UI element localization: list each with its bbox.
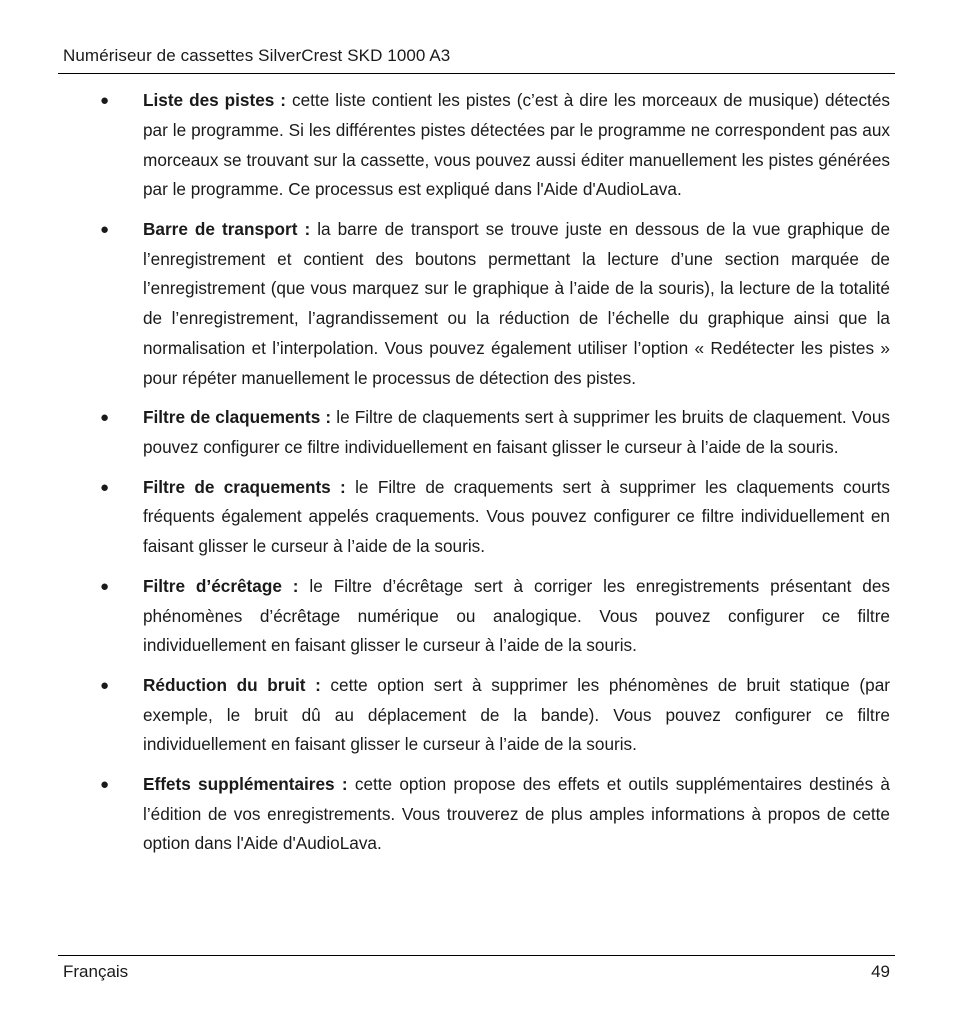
item-term: Filtre de craquements :: [143, 476, 346, 497]
bullet-icon: ●: [100, 775, 110, 793]
item-text: cette option propose des effets et outils supplémentaires destinés à l’édition de vos enregistrements. Vous trouverez de plus amples informations à propos de cette option dans l'Aide d'AudioLava.: [143, 773, 890, 854]
bullet-icon: ●: [100, 577, 110, 595]
footer-divider: [58, 955, 895, 956]
list-item: [100, 403, 890, 463]
item-term: Filtre d’écrêtage :: [143, 575, 299, 596]
list-item: [100, 215, 890, 394]
item-term: Filtre de claquements :: [143, 407, 332, 428]
bullet-icon: ●: [100, 478, 110, 496]
page-number: 49: [871, 962, 890, 981]
item-text: la barre de transport se trouve juste en dessous de la vue graphique de l’enregistrement et contient des boutons permettant la lecture d’une section marquée de l’enregistrement (que vous marquez sur le graphique à l’aide de la souris), la lecture de la totalité de l’enregistrement, l’agrandissement ou la réduction de l’échelle du graphique ainsi que la normalisation et l’interpolation. Vous pouvez également utiliser l’option « Redétecter les pistes » pour répéter manuellement le processus de détection des pistes.: [143, 218, 890, 388]
item-text: le Filtre d’écrêtage sert à corriger les enregistrements présentant des phénomènes d’écrêtage numérique ou analogique. Vous pouvez configurer ce filtre individuellement en faisant glisser le curseur à l’aide de la souris.: [143, 575, 890, 656]
item-term: Barre de transport :: [143, 218, 311, 239]
page-body: [100, 86, 890, 869]
list-item: [100, 671, 890, 760]
footer-language: Français: [63, 962, 129, 981]
list-item: [100, 572, 890, 661]
item-text: le Filtre de craquements sert à supprimer les claquements courts fréquents également appelés craquements. Vous pouvez configurer ce filtre individuellement en faisant glisser le curseur à l’aide de la souris.: [143, 476, 890, 557]
page-header-title: Numériseur de cassettes SilverCrest SKD 1000 A3: [63, 46, 451, 65]
list-item: [100, 473, 890, 562]
bullet-list: [100, 86, 890, 859]
list-item: [100, 770, 890, 859]
item-text: cette liste contient les pistes (c’est à dire les morceaux de musique) détectés par le programme. Si les différentes pistes détectées par le programme ne correspondent pas aux morceaux se trouvant sur la cassette, vous pouvez aussi éditer manuellement les pistes générées par le programme. Ce processus est expliqué dans l'Aide d'AudioLava.: [143, 90, 890, 200]
bullet-icon: ●: [100, 676, 110, 694]
item-term: Réduction du bruit :: [143, 674, 321, 695]
item-term: Liste des pistes :: [143, 90, 287, 110]
bullet-icon: ●: [100, 409, 110, 427]
item-text: cette option sert à supprimer les phénomènes de bruit statique (par exemple, le bruit dû au déplacement de la bande). Vous pouvez configurer ce filtre individuellement en faisant glisser le curseur à l’aide de la souris.: [143, 674, 890, 755]
item-text: le Filtre de claquements sert à supprimer les bruits de claquement. Vous pouvez configurer ce filtre individuellement en faisant glisser le curseur à l’aide de la souris.: [143, 407, 890, 458]
header-divider: [58, 73, 895, 74]
bullet-icon: ●: [100, 220, 110, 238]
item-term: Effets supplémentaires :: [143, 773, 348, 794]
list-item: [100, 86, 890, 205]
bullet-icon: ●: [100, 92, 110, 109]
